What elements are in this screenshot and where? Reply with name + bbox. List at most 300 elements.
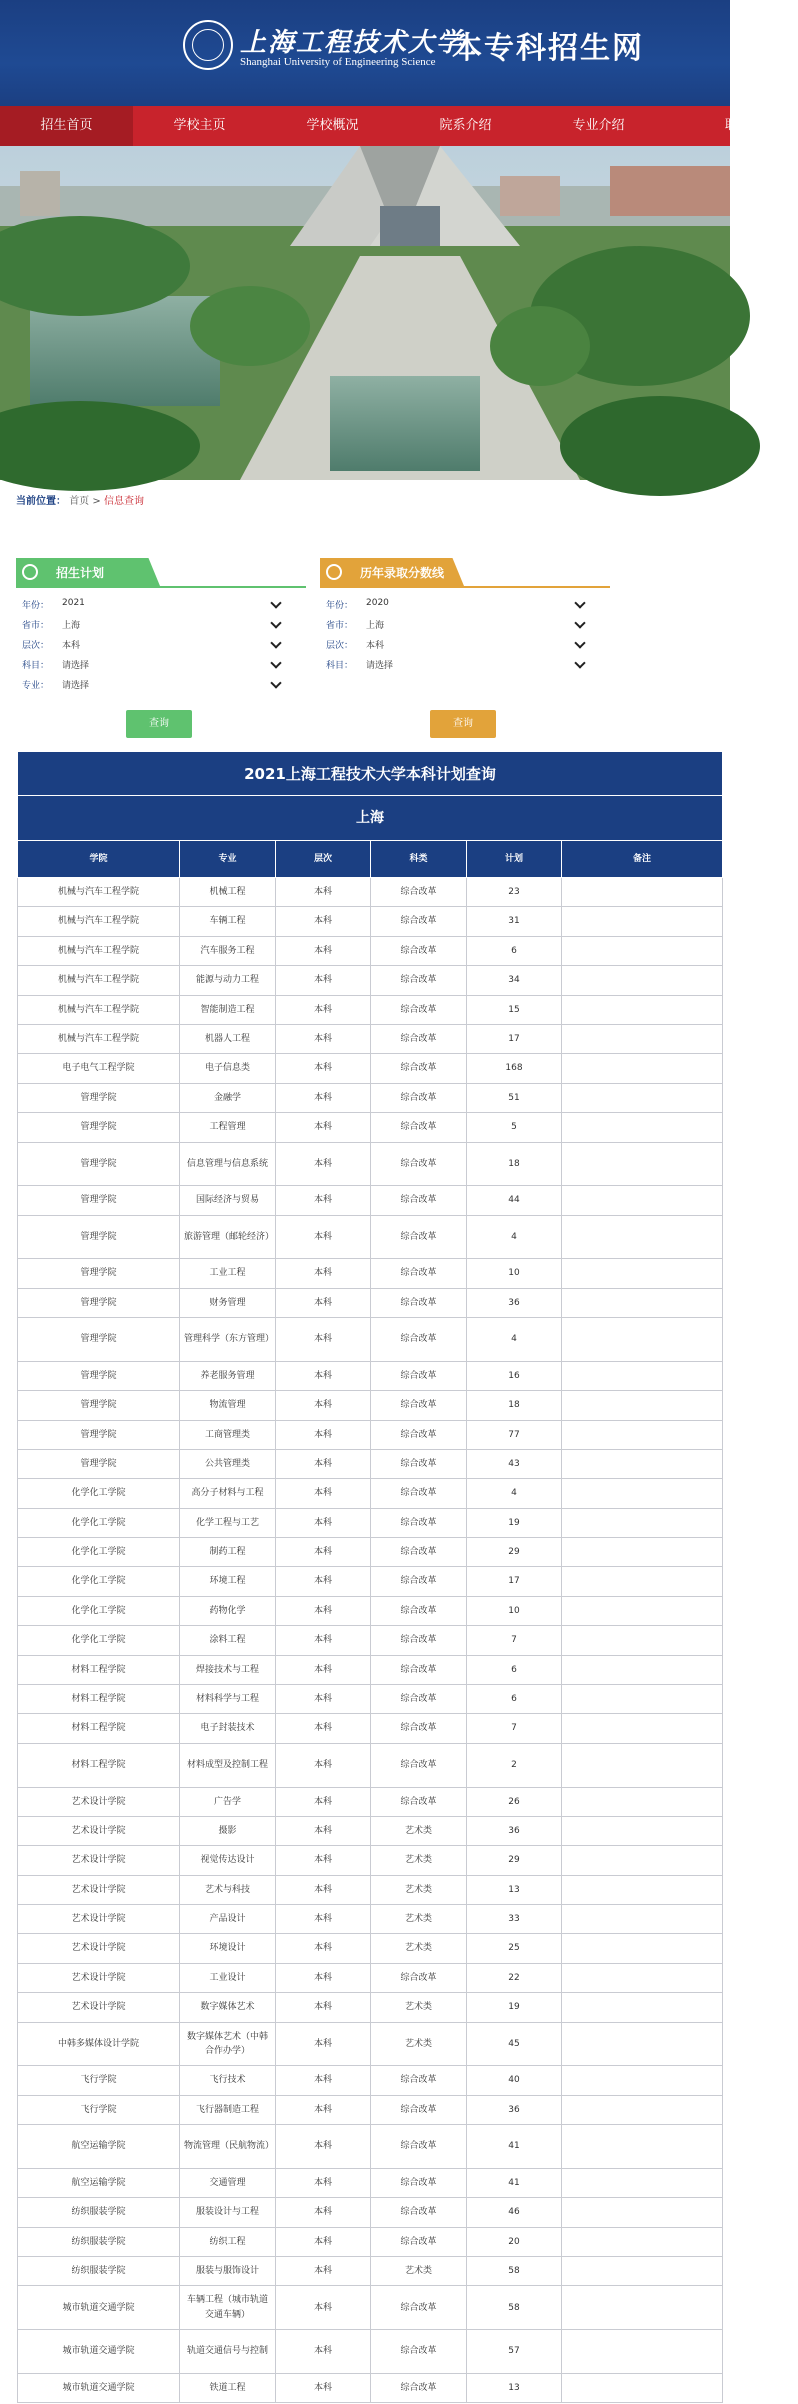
cell-plan: 7 bbox=[467, 1714, 562, 1743]
table-row bbox=[18, 2286, 723, 2330]
cell-level: 本科 bbox=[276, 2256, 371, 2285]
cell-major: 公共管理类 bbox=[180, 1449, 276, 1478]
table-row bbox=[18, 878, 723, 907]
plan-query-button[interactable]: 查询 bbox=[126, 710, 192, 738]
cell-level: 本科 bbox=[276, 2125, 371, 2169]
breadcrumb bbox=[16, 492, 144, 507]
cell-remarks bbox=[562, 1142, 723, 1186]
cell-college: 艺术设计学院 bbox=[18, 1787, 180, 1816]
table-row bbox=[18, 1113, 723, 1142]
nav-home[interactable]: 招生首页 bbox=[0, 106, 133, 146]
nav-overview[interactable]: 学校概况 bbox=[306, 118, 359, 133]
table-row bbox=[18, 1934, 723, 1963]
table-row bbox=[18, 1420, 723, 1449]
cell-college: 管理学院 bbox=[18, 1361, 180, 1390]
table-row bbox=[18, 1816, 723, 1845]
cell-level: 本科 bbox=[276, 1846, 371, 1875]
cell-college: 机械与汽车工程学院 bbox=[18, 878, 180, 907]
chevron-down-icon bbox=[270, 617, 281, 628]
cell-plan: 6 bbox=[467, 1685, 562, 1714]
cell-remarks bbox=[562, 1816, 723, 1845]
plan-province-select[interactable]: 省市： 上海 bbox=[16, 614, 306, 634]
cell-plan: 58 bbox=[467, 2256, 562, 2285]
cell-category: 综合改革 bbox=[371, 936, 467, 965]
cell-category: 综合改革 bbox=[371, 1186, 467, 1215]
cell-level: 本科 bbox=[276, 1626, 371, 1655]
cell-level: 本科 bbox=[276, 1186, 371, 1215]
cell-major: 工商管理类 bbox=[180, 1420, 276, 1449]
cell-level: 本科 bbox=[276, 907, 371, 936]
table-row bbox=[18, 1449, 723, 1478]
cell-category: 综合改革 bbox=[371, 1259, 467, 1288]
score-panel-icon bbox=[326, 564, 342, 580]
cell-plan: 41 bbox=[467, 2125, 562, 2169]
cell-major: 服装设计与工程 bbox=[180, 2198, 276, 2227]
cell-remarks bbox=[562, 1596, 723, 1625]
table-row bbox=[18, 1318, 723, 1362]
cell-major: 摄影 bbox=[180, 1816, 276, 1845]
cell-remarks bbox=[562, 2256, 723, 2285]
cell-remarks bbox=[562, 1934, 723, 1963]
cell-level: 本科 bbox=[276, 2227, 371, 2256]
cell-plan: 4 bbox=[467, 1479, 562, 1508]
cell-college: 材料工程学院 bbox=[18, 1743, 180, 1787]
cell-major: 物流管理 bbox=[180, 1391, 276, 1420]
cell-major: 管理科学（东方管理） bbox=[180, 1318, 276, 1362]
col-level: 层次 bbox=[276, 841, 371, 878]
cell-category: 综合改革 bbox=[371, 2373, 467, 2402]
cell-remarks bbox=[562, 1083, 723, 1112]
cell-level: 本科 bbox=[276, 2022, 371, 2066]
cell-major: 飞行技术 bbox=[180, 2066, 276, 2095]
table-row bbox=[18, 1963, 723, 1992]
cell-college: 机械与汽车工程学院 bbox=[18, 966, 180, 995]
cell-category: 综合改革 bbox=[371, 2286, 467, 2330]
cell-major: 药物化学 bbox=[180, 1596, 276, 1625]
chevron-down-icon bbox=[574, 657, 585, 668]
cell-category: 艺术类 bbox=[371, 1846, 467, 1875]
cell-plan: 4 bbox=[467, 1318, 562, 1362]
cell-remarks bbox=[562, 1449, 723, 1478]
cell-major: 环境工程 bbox=[180, 1567, 276, 1596]
cell-category: 综合改革 bbox=[371, 2066, 467, 2095]
cell-remarks bbox=[562, 1993, 723, 2022]
col-college: 学院 bbox=[18, 841, 180, 878]
cell-college: 化学化工学院 bbox=[18, 1596, 180, 1625]
cell-remarks bbox=[562, 907, 723, 936]
cell-college: 艺术设计学院 bbox=[18, 1963, 180, 1992]
cell-remarks bbox=[562, 1875, 723, 1904]
cell-major: 飞行器制造工程 bbox=[180, 2095, 276, 2124]
cell-category: 艺术类 bbox=[371, 1934, 467, 1963]
table-row bbox=[18, 1567, 723, 1596]
cell-remarks bbox=[562, 1259, 723, 1288]
cell-level: 本科 bbox=[276, 1083, 371, 1112]
cell-plan: 20 bbox=[467, 2227, 562, 2256]
plan-level-select[interactable]: 层次： 本科 bbox=[16, 634, 306, 654]
cell-category: 综合改革 bbox=[371, 1508, 467, 1537]
plan-subject-select[interactable]: 科目： 请选择 bbox=[16, 654, 306, 674]
cell-college: 艺术设计学院 bbox=[18, 1816, 180, 1845]
cell-college: 管理学院 bbox=[18, 1186, 180, 1215]
cell-category: 艺术类 bbox=[371, 1905, 467, 1934]
cell-remarks bbox=[562, 1685, 723, 1714]
cell-level: 本科 bbox=[276, 1655, 371, 1684]
table-row bbox=[18, 1215, 723, 1259]
cell-major: 信息管理与信息系统 bbox=[180, 1142, 276, 1186]
table-row bbox=[18, 2256, 723, 2285]
cell-remarks bbox=[562, 1420, 723, 1449]
cell-plan: 23 bbox=[467, 878, 562, 907]
cell-college: 材料工程学院 bbox=[18, 1655, 180, 1684]
cell-remarks bbox=[562, 2286, 723, 2330]
table-row bbox=[18, 1905, 723, 1934]
cell-category: 综合改革 bbox=[371, 1083, 467, 1112]
chevron-down-icon bbox=[574, 597, 585, 608]
cell-major: 广告学 bbox=[180, 1787, 276, 1816]
cell-college: 艺术设计学院 bbox=[18, 1993, 180, 2022]
table-row bbox=[18, 1391, 723, 1420]
cell-college: 中韩多媒体设计学院 bbox=[18, 2022, 180, 2066]
cell-college: 管理学院 bbox=[18, 1288, 180, 1317]
cell-major: 铁道工程 bbox=[180, 2373, 276, 2402]
cell-major: 工业工程 bbox=[180, 1259, 276, 1288]
cell-remarks bbox=[562, 2125, 723, 2169]
score-year-select[interactable]: 年份： 2020 bbox=[320, 594, 610, 614]
cell-category: 综合改革 bbox=[371, 2168, 467, 2197]
site-name: 本专科招生网 bbox=[452, 31, 644, 66]
cell-remarks bbox=[562, 1024, 723, 1053]
cell-college: 化学化工学院 bbox=[18, 1508, 180, 1537]
score-panel-tab[interactable] bbox=[320, 558, 610, 586]
table-row bbox=[18, 1596, 723, 1625]
table-row bbox=[18, 966, 723, 995]
cell-major: 机器人工程 bbox=[180, 1024, 276, 1053]
table-row bbox=[18, 2168, 723, 2197]
cell-level: 本科 bbox=[276, 995, 371, 1024]
cell-remarks bbox=[562, 1054, 723, 1083]
breadcrumb-label: 当前位置： bbox=[16, 496, 66, 507]
cell-college: 城市轨道交通学院 bbox=[18, 2330, 180, 2374]
cell-major: 金融学 bbox=[180, 1083, 276, 1112]
cell-category: 综合改革 bbox=[371, 1054, 467, 1083]
cell-category: 综合改革 bbox=[371, 966, 467, 995]
cell-plan: 41 bbox=[467, 2168, 562, 2197]
cell-level: 本科 bbox=[276, 2286, 371, 2330]
cell-category: 综合改革 bbox=[371, 1318, 467, 1362]
cell-major: 工程管理 bbox=[180, 1113, 276, 1142]
cell-plan: 16 bbox=[467, 1361, 562, 1390]
cell-category: 综合改革 bbox=[371, 1714, 467, 1743]
cell-major: 交通管理 bbox=[180, 2168, 276, 2197]
cell-college: 机械与汽车工程学院 bbox=[18, 995, 180, 1024]
table-row bbox=[18, 2373, 723, 2402]
cell-college: 机械与汽车工程学院 bbox=[18, 1024, 180, 1053]
cell-remarks bbox=[562, 1113, 723, 1142]
cell-category: 综合改革 bbox=[371, 1963, 467, 1992]
cell-category: 综合改革 bbox=[371, 1787, 467, 1816]
cell-plan: 40 bbox=[467, 2066, 562, 2095]
cell-category: 综合改革 bbox=[371, 1685, 467, 1714]
cell-major: 旅游管理（邮轮经济） bbox=[180, 1215, 276, 1259]
cell-category: 综合改革 bbox=[371, 2198, 467, 2227]
table-row bbox=[18, 1083, 723, 1112]
cell-plan: 6 bbox=[467, 936, 562, 965]
table-row bbox=[18, 1993, 723, 2022]
cell-plan: 10 bbox=[467, 1259, 562, 1288]
cell-college: 管理学院 bbox=[18, 1215, 180, 1259]
table-row bbox=[18, 1787, 723, 1816]
cell-plan: 26 bbox=[467, 1787, 562, 1816]
cell-remarks bbox=[562, 1391, 723, 1420]
cell-major: 电子信息类 bbox=[180, 1054, 276, 1083]
score-subject-select[interactable]: 科目： 请选择 bbox=[320, 654, 610, 674]
cell-category: 综合改革 bbox=[371, 907, 467, 936]
score-panel-title: 历年录取分数线 bbox=[360, 566, 445, 580]
cell-level: 本科 bbox=[276, 1714, 371, 1743]
cell-major: 养老服务管理 bbox=[180, 1361, 276, 1390]
cell-level: 本科 bbox=[276, 2373, 371, 2402]
cell-plan: 7 bbox=[467, 1626, 562, 1655]
cell-level: 本科 bbox=[276, 1420, 371, 1449]
col-remarks: 备注 bbox=[562, 841, 723, 878]
cell-category: 综合改革 bbox=[371, 1288, 467, 1317]
cell-remarks bbox=[562, 1318, 723, 1362]
score-level-select[interactable]: 层次： 本科 bbox=[320, 634, 610, 654]
nav-majors[interactable]: 专业介绍 bbox=[572, 118, 625, 133]
table-row bbox=[18, 1259, 723, 1288]
cell-remarks bbox=[562, 1714, 723, 1743]
cell-college: 纺织服装学院 bbox=[18, 2227, 180, 2256]
cell-plan: 19 bbox=[467, 1993, 562, 2022]
cell-major: 化学工程与工艺 bbox=[180, 1508, 276, 1537]
campus-banner-image bbox=[0, 146, 730, 480]
cell-level: 本科 bbox=[276, 2066, 371, 2095]
cell-remarks bbox=[562, 966, 723, 995]
cell-category: 综合改革 bbox=[371, 1024, 467, 1053]
cell-plan: 31 bbox=[467, 907, 562, 936]
cell-level: 本科 bbox=[276, 936, 371, 965]
cell-major: 国际经济与贸易 bbox=[180, 1186, 276, 1215]
cell-category: 艺术类 bbox=[371, 2022, 467, 2066]
cell-plan: 34 bbox=[467, 966, 562, 995]
cell-level: 本科 bbox=[276, 1113, 371, 1142]
cell-category: 综合改革 bbox=[371, 1567, 467, 1596]
cell-major: 环境设计 bbox=[180, 1934, 276, 1963]
cell-remarks bbox=[562, 936, 723, 965]
cell-level: 本科 bbox=[276, 1538, 371, 1567]
cell-category: 综合改革 bbox=[371, 1420, 467, 1449]
table-row bbox=[18, 1288, 723, 1317]
cell-remarks bbox=[562, 1905, 723, 1934]
cell-category: 艺术类 bbox=[371, 1816, 467, 1845]
cell-major: 智能制造工程 bbox=[180, 995, 276, 1024]
table-row bbox=[18, 1875, 723, 1904]
table-row bbox=[18, 1714, 723, 1743]
cell-college: 艺术设计学院 bbox=[18, 1875, 180, 1904]
university-logo-cn[interactable]: 上海工程技术大学 bbox=[240, 28, 465, 58]
chevron-down-icon bbox=[270, 597, 281, 608]
cell-college: 机械与汽车工程学院 bbox=[18, 907, 180, 936]
cell-level: 本科 bbox=[276, 1318, 371, 1362]
cell-category: 综合改革 bbox=[371, 1215, 467, 1259]
cell-remarks bbox=[562, 1215, 723, 1259]
table-row bbox=[18, 1508, 723, 1537]
cell-remarks bbox=[562, 2066, 723, 2095]
cell-plan: 4 bbox=[467, 1215, 562, 1259]
cell-major: 材料成型及控制工程 bbox=[180, 1743, 276, 1787]
cell-major: 产品设计 bbox=[180, 1905, 276, 1934]
cell-plan: 22 bbox=[467, 1963, 562, 1992]
table-row bbox=[18, 2095, 723, 2124]
cell-college: 管理学院 bbox=[18, 1083, 180, 1112]
cell-college: 城市轨道交通学院 bbox=[18, 2373, 180, 2402]
plan-major-select[interactable]: 专业： 请选择 bbox=[16, 674, 306, 694]
cell-remarks bbox=[562, 2022, 723, 2066]
table-row bbox=[18, 2125, 723, 2169]
chevron-down-icon bbox=[270, 637, 281, 648]
cell-level: 本科 bbox=[276, 878, 371, 907]
cell-plan: 2 bbox=[467, 1743, 562, 1787]
cell-level: 本科 bbox=[276, 1743, 371, 1787]
cell-category: 综合改革 bbox=[371, 2125, 467, 2169]
cell-college: 化学化工学院 bbox=[18, 1538, 180, 1567]
table-row bbox=[18, 1479, 723, 1508]
cell-level: 本科 bbox=[276, 1875, 371, 1904]
table-province: 上海 bbox=[18, 796, 723, 841]
nav-school-home[interactable]: 学校主页 bbox=[173, 118, 226, 133]
cell-level: 本科 bbox=[276, 1905, 371, 1934]
table-row bbox=[18, 1186, 723, 1215]
cell-category: 综合改革 bbox=[371, 1113, 467, 1142]
cell-level: 本科 bbox=[276, 1259, 371, 1288]
cell-college: 化学化工学院 bbox=[18, 1567, 180, 1596]
cell-major: 车辆工程 bbox=[180, 907, 276, 936]
cell-remarks bbox=[562, 2330, 723, 2374]
cell-remarks bbox=[562, 995, 723, 1024]
main-nav bbox=[0, 106, 738, 146]
cell-plan: 44 bbox=[467, 1186, 562, 1215]
cell-remarks bbox=[562, 1479, 723, 1508]
cell-category: 综合改革 bbox=[371, 1449, 467, 1478]
cell-major: 视觉传达设计 bbox=[180, 1846, 276, 1875]
cell-remarks bbox=[562, 1361, 723, 1390]
cell-level: 本科 bbox=[276, 2095, 371, 2124]
score-province-select[interactable]: 省市： 上海 bbox=[320, 614, 610, 634]
score-query-button[interactable]: 查询 bbox=[430, 710, 496, 738]
plan-panel-tab[interactable] bbox=[16, 558, 306, 586]
cell-plan: 58 bbox=[467, 2286, 562, 2330]
cell-plan: 18 bbox=[467, 1391, 562, 1420]
cell-remarks bbox=[562, 2198, 723, 2227]
table-row bbox=[18, 2066, 723, 2095]
table-row bbox=[18, 2198, 723, 2227]
col-category: 科类 bbox=[371, 841, 467, 878]
table-row bbox=[18, 1685, 723, 1714]
nav-departments[interactable]: 院系介绍 bbox=[439, 118, 492, 133]
cell-plan: 36 bbox=[467, 1288, 562, 1317]
cell-major: 高分子材料与工程 bbox=[180, 1479, 276, 1508]
cell-major: 制药工程 bbox=[180, 1538, 276, 1567]
cell-remarks bbox=[562, 2373, 723, 2402]
table-row bbox=[18, 995, 723, 1024]
cell-plan: 43 bbox=[467, 1449, 562, 1478]
cell-college: 管理学院 bbox=[18, 1391, 180, 1420]
plan-year-select[interactable]: 年份： 2021 bbox=[16, 594, 306, 614]
cell-major: 数字媒体艺术 bbox=[180, 1993, 276, 2022]
cell-major: 车辆工程（城市轨道交通车辆） bbox=[180, 2286, 276, 2330]
breadcrumb-sep: > bbox=[92, 496, 101, 507]
plan-results-table bbox=[17, 751, 723, 2403]
cell-college: 纺织服装学院 bbox=[18, 2256, 180, 2285]
cell-level: 本科 bbox=[276, 2198, 371, 2227]
cell-remarks bbox=[562, 1787, 723, 1816]
cell-major: 机械工程 bbox=[180, 878, 276, 907]
table-row bbox=[18, 1626, 723, 1655]
cell-category: 综合改革 bbox=[371, 995, 467, 1024]
cell-category: 综合改革 bbox=[371, 1361, 467, 1390]
cell-major: 服装与服饰设计 bbox=[180, 2256, 276, 2285]
cell-level: 本科 bbox=[276, 1685, 371, 1714]
cell-category: 综合改革 bbox=[371, 1479, 467, 1508]
cell-college: 管理学院 bbox=[18, 1318, 180, 1362]
cell-college: 管理学院 bbox=[18, 1449, 180, 1478]
cell-plan: 45 bbox=[467, 2022, 562, 2066]
cell-category: 艺术类 bbox=[371, 1875, 467, 1904]
cell-college: 城市轨道交通学院 bbox=[18, 2286, 180, 2330]
cell-college: 艺术设计学院 bbox=[18, 1846, 180, 1875]
cell-major: 涂料工程 bbox=[180, 1626, 276, 1655]
cell-major: 纺织工程 bbox=[180, 2227, 276, 2256]
cell-plan: 36 bbox=[467, 1816, 562, 1845]
site-header bbox=[0, 0, 730, 106]
cell-college: 材料工程学院 bbox=[18, 1685, 180, 1714]
cell-remarks bbox=[562, 1963, 723, 1992]
col-plan: 计划 bbox=[467, 841, 562, 878]
cell-level: 本科 bbox=[276, 1479, 371, 1508]
table-row bbox=[18, 936, 723, 965]
table-row bbox=[18, 1361, 723, 1390]
cell-level: 本科 bbox=[276, 1787, 371, 1816]
nav-contact[interactable]: 联 bbox=[724, 118, 738, 133]
table-row bbox=[18, 1846, 723, 1875]
cell-category: 综合改革 bbox=[371, 2227, 467, 2256]
table-row bbox=[18, 2227, 723, 2256]
cell-plan: 57 bbox=[467, 2330, 562, 2374]
chevron-down-icon bbox=[270, 677, 281, 688]
breadcrumb-home[interactable]: 首页 bbox=[69, 496, 90, 507]
plan-query-panel bbox=[16, 558, 306, 694]
cell-plan: 17 bbox=[467, 1024, 562, 1053]
university-logo-en: Shanghai University of Engineering Science bbox=[240, 56, 436, 68]
cell-remarks bbox=[562, 1626, 723, 1655]
cell-category: 艺术类 bbox=[371, 1993, 467, 2022]
cell-category: 综合改革 bbox=[371, 2330, 467, 2374]
cell-level: 本科 bbox=[276, 1934, 371, 1963]
cell-level: 本科 bbox=[276, 1816, 371, 1845]
cell-plan: 33 bbox=[467, 1905, 562, 1934]
cell-plan: 36 bbox=[467, 2095, 562, 2124]
plan-panel-title: 招生计划 bbox=[56, 566, 105, 580]
cell-category: 综合改革 bbox=[371, 1391, 467, 1420]
cell-major: 数字媒体艺术（中韩合作办学） bbox=[180, 2022, 276, 2066]
table-row bbox=[18, 1743, 723, 1787]
cell-major: 财务管理 bbox=[180, 1288, 276, 1317]
cell-college: 艺术设计学院 bbox=[18, 1905, 180, 1934]
cell-college: 电子电气工程学院 bbox=[18, 1054, 180, 1083]
table-row bbox=[18, 907, 723, 936]
table-row bbox=[18, 1054, 723, 1083]
